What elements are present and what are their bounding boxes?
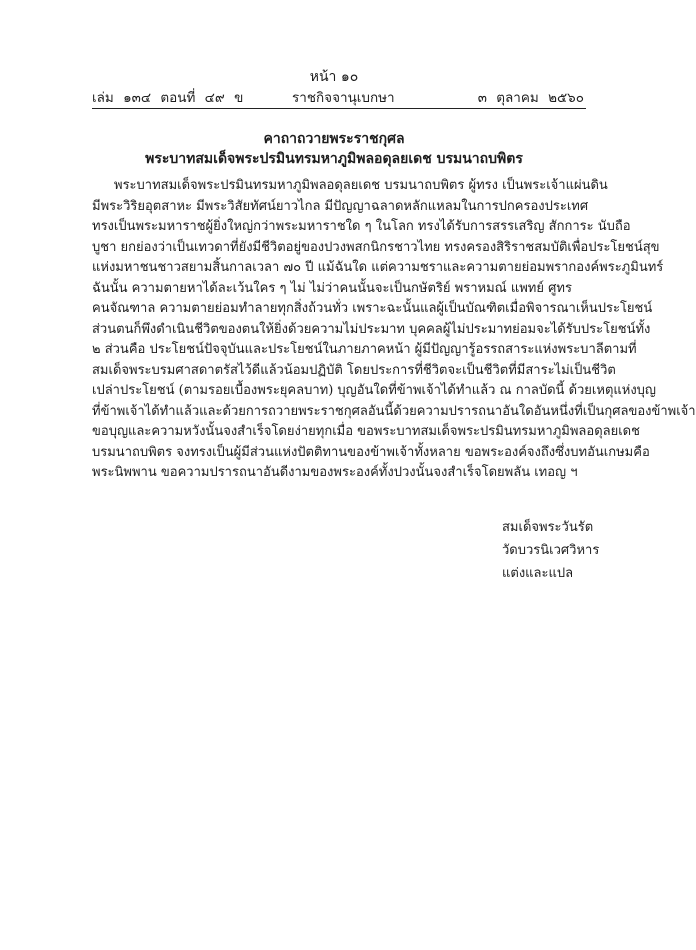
body-line: ส่วนตนก็พึงดำเนินชีวิตของตนให้ยิ่งด้วยความไม่ประมาท บุคคลผู้ไม่ประมาทย่อมจะได้รับประโยชน์ทั้ง — [92, 321, 651, 337]
issue-info: เล่ม ๑๓๔ ตอนที่ ๔๙ ข — [92, 90, 244, 106]
body-line: บรมนาถบพิตร จงทรงเป็นผู้มีส่วนแห่งปัตติทานของข้าพเจ้าทั้งหลาย ขอพระองค์จงถึงซึ่งบทอันเกษมคือ — [92, 444, 650, 460]
author-temple: วัดบวรนิเวศวิหาร — [502, 543, 600, 558]
body-line: ขอบุญและความหวังนั้นจงสำเร็จโดยง่ายทุกเมื่อ ขอพระบาทสมเด็จพระปรมินทรมหาภูมิพลอดุลยเดช — [92, 424, 640, 439]
body-line: ฉันนั้น ความตายหาได้ละเว้นใคร ๆ ไม่ ไม่ว่าคนนั้นจะเป็นกษัตริย์ พราหมณ์ แพทย์ ศูทร — [92, 280, 572, 296]
author-name: สมเด็จพระวันรัต — [502, 520, 594, 535]
body-paragraph — [92, 176, 696, 484]
document-subtitle: พระบาทสมเด็จพระปรมินทรมหาภูมิพลอดุลยเดช บรมนาถบพิตร — [145, 151, 523, 167]
gazette-header — [92, 86, 584, 106]
publication-name: ราชกิจจานุเบกษา — [292, 90, 395, 106]
body-line: ๒ ส่วนคือ ประโยชน์ปัจจุบันและประโยชน์ในภายภาคหน้า ผู้มีปัญญารู้อรรถสาระแห่งพระบาลีตามที่ — [92, 342, 637, 357]
body-line: พระนิพพาน ขอความปรารถนาอันดีงามของพระองค์ทั้งปวงนั้นจงสำเร็จโดยพลัน เทอญ ฯ — [92, 465, 578, 480]
body-line: สมเด็จพระบรมศาสดาตรัสไว้ดีแล้วน้อมปฏิบัติ โดยประการที่ชีวิตจะเป็นชีวิตที่มีสาระไม่เป็นชีวิต — [92, 362, 616, 378]
page-number: หน้า ๑๐ — [309, 69, 359, 85]
publication-date: ๓ ตุลาคม ๒๕๖๐ — [477, 90, 584, 106]
body-line: ทรงเป็นพระมหาราชผู้ยิ่งใหญ่กว่าพระมหาราชใด ๆ ในโลก ทรงได้รับการสรรเสริญ สักการะ นับถือ — [92, 219, 631, 234]
body-line: มีพระวิริยอุตสาหะ มีพระวิสัยทัศน์ยาวไกล มีปัญญาฉลาดหลักแหลมในการปกครองประเทศ — [92, 198, 589, 214]
body-line: ที่ข้าพเจ้าได้ทำแล้วและด้วยการถวายพระราชกุศลอันนี้ด้วยความปรารถนาอันใดอันหนึ่งที่เป็นกุศลของข้าพเจ้า — [92, 403, 696, 419]
header-divider — [92, 108, 586, 109]
body-line: พระบาทสมเด็จพระปรมินทรมหาภูมิพลอดุลยเดช บรมนาถบพิตร ผู้ทรง เป็นพระเจ้าแผ่นดิน — [114, 178, 608, 193]
signature-block — [502, 516, 599, 585]
body-line: คนจัณฑาล ความตายย่อมทำลายทุกสิ่งถ้วนทั่ว เพราะฉะนั้นแลผู้เป็นบัณฑิตเมื่อพิจารณาเห็นประโยชน์ — [92, 301, 653, 316]
document-title: คาถาถวายพระราชกุศล — [263, 131, 405, 147]
body-line: แห่งมหาชนชาวสยามสิ้นกาลเวลา ๗๐ ปี แม้ฉันใด แต่ความชราและความตายย่อมพรากองค์พระภูมินทร์ — [92, 260, 664, 275]
body-line: บูชา ยกย่องว่าเป็นเทวดาที่ยังมีชีวิตอยู่ของปวงพสกนิกรชาวไทย ทรงครองสิริราชสมบัติเพื่อประโยชน์สุข — [92, 239, 660, 255]
body-line: เปล่าประโยชน์ (ตามรอยเบื้องพระยุคลบาท) บุญอันใดที่ข้าพเจ้าได้ทำแล้ว ณ กาลบัดนี้ ด้วยเหตุแห่งบุญ — [92, 383, 657, 398]
author-note: แต่งและแปล — [502, 566, 574, 581]
